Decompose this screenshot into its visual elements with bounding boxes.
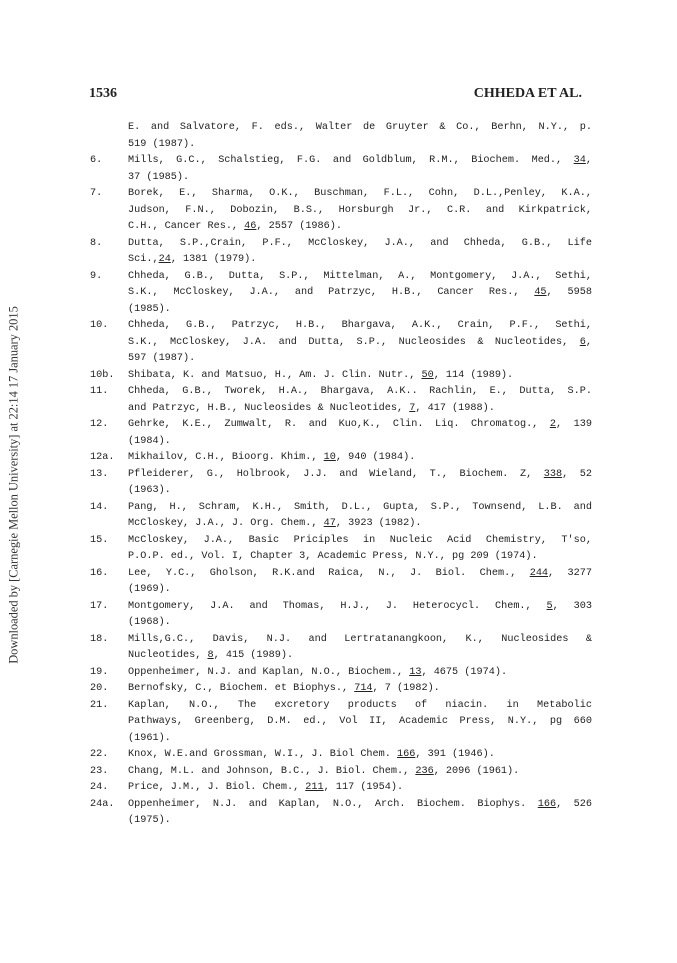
reference-fragment: Kaplan, N.O., The excretory products of niacin. in Metabolic <box>128 699 592 711</box>
reference-line <box>128 302 592 319</box>
reference-text <box>128 120 592 153</box>
reference-fragment: (1984). <box>128 435 171 447</box>
reference-fragment: C.H., Cancer Res., <box>128 221 245 232</box>
reference-text <box>128 318 592 368</box>
reference-item <box>90 450 592 467</box>
reference-text <box>128 384 592 417</box>
reference-item <box>90 417 592 450</box>
reference-line <box>128 318 592 335</box>
reference-volume: 2 <box>549 419 556 430</box>
reference-line <box>128 566 592 583</box>
reference-item <box>90 632 592 665</box>
reference-number: 16. <box>90 567 109 579</box>
reference-item <box>90 764 592 781</box>
reference-fragment: Oppenheimer, N.J. and Kaplan, N.O., Biochem., <box>128 666 410 678</box>
reference-text <box>128 780 592 797</box>
reference-fragment: , 3277 <box>548 567 592 579</box>
reference-fragment: , 139 <box>555 419 592 430</box>
reference-volume: 236 <box>415 765 434 777</box>
reference-number: 11. <box>90 386 109 397</box>
reference-item <box>90 153 592 186</box>
reference-volume: 10 <box>323 452 336 463</box>
reference-fragment: (1975). <box>128 815 171 826</box>
reference-item <box>90 797 592 830</box>
reference-line <box>128 203 592 220</box>
reference-text <box>128 450 592 467</box>
reference-fragment: Pang, H., Schram, K.H., Smith, D.L., Gupta, S.P., Townsend, L.B. and <box>128 501 592 513</box>
reference-fragment: Borek, E., Sharma, O.K., Buschman, F.L., Cohn, D.L.,Penley, K.A., <box>128 188 592 199</box>
reference-number: 8. <box>90 237 103 249</box>
reference-fragment: 519 (1987). <box>128 138 196 150</box>
reference-fragment: Gehrke, K.E., Zumwalt, R. and Kuo,K., Clin. Liq. Chromatog., <box>128 419 550 430</box>
reference-fragment: (1969). <box>128 584 171 595</box>
reference-fragment: , 2557 (1986). <box>256 221 342 232</box>
reference-text <box>128 665 592 682</box>
reference-fragment: (1985). <box>128 303 171 315</box>
reference-text <box>128 500 592 533</box>
reference-fragment: , 391 (1946). <box>415 749 495 760</box>
reference-fragment: Dutta, S.P.,Crain, P.F., McCloskey, J.A., and Chheda, G.B., Life <box>128 237 592 249</box>
reference-line <box>128 417 592 434</box>
reference-text <box>128 368 592 385</box>
reference-number: 24a. <box>90 798 115 810</box>
reference-fragment: , 5958 <box>546 287 592 298</box>
reference-text <box>128 797 592 830</box>
reference-number: 17. <box>90 600 109 612</box>
reference-fragment: Chang, M.L. and Johnson, B.C., J. Biol. Chem., <box>128 765 416 777</box>
reference-fragment: , 2096 (1961). <box>433 765 520 777</box>
reference-item <box>90 566 592 599</box>
reference-volume: 714 <box>354 683 373 694</box>
reference-line <box>128 351 592 368</box>
reference-item <box>90 599 592 632</box>
reference-fragment: 597 (1987). <box>128 353 196 364</box>
reference-text <box>128 599 592 632</box>
reference-item <box>90 384 592 417</box>
reference-line <box>128 549 592 566</box>
reference-line <box>128 516 592 533</box>
reference-line <box>128 681 592 698</box>
reference-text <box>128 681 592 698</box>
reference-number: 20. <box>90 683 109 694</box>
reference-fragment: Judson, F.N., Dobozin, B.S., Horsburgh Jr., C.R. and Kirkpatrick, <box>128 204 592 216</box>
running-head: CHHEDA ET AL. <box>473 86 582 101</box>
reference-fragment: , 117 (1954). <box>323 782 404 793</box>
reference-line <box>128 665 592 682</box>
reference-volume: 13 <box>409 666 422 678</box>
reference-line <box>128 285 592 302</box>
reference-item <box>90 533 592 566</box>
reference-fragment: (1963). <box>128 485 171 496</box>
reference-line <box>128 632 592 649</box>
reference-fragment: S.K., McCloskey, J.A., and Patrzyc, H.B., Cancer Res., <box>128 287 535 298</box>
reference-volume: 47 <box>323 518 336 529</box>
reference-line <box>128 599 592 616</box>
reference-fragment: Pfleiderer, G., Holbrook, J.J. and Wieland, T., Biochem. Z, <box>128 468 544 480</box>
reference-text <box>128 153 592 186</box>
reference-text <box>128 533 592 566</box>
reference-fragment: Chheda, G.B., Patrzyc, H.B., Bhargava, A.K., Crain, P.F., Sethi, <box>128 320 592 331</box>
reference-text <box>128 186 592 236</box>
reference-number: 9. <box>90 270 103 282</box>
reference-item <box>90 500 592 533</box>
reference-line <box>128 186 592 203</box>
reference-text <box>128 566 592 599</box>
reference-fragment: Montgomery, J.A. and Thomas, H.J., J. Heterocycl. Chem., <box>128 600 547 612</box>
reference-volume: 166 <box>537 798 557 810</box>
reference-volume: 34 <box>573 155 586 166</box>
reference-item <box>90 467 592 500</box>
reference-line <box>128 582 592 599</box>
reference-number: 13. <box>90 468 109 480</box>
reference-list <box>90 120 592 830</box>
reference-line <box>128 236 592 253</box>
reference-line <box>128 731 592 748</box>
reference-fragment: , <box>585 155 592 166</box>
page-number: 1536 <box>89 86 117 101</box>
reference-line <box>128 219 592 236</box>
reference-text <box>128 764 592 781</box>
reference-fragment: Mills,G.C., Davis, N.J. and Lertratanangkoon, K., Nucleosides & <box>128 633 592 645</box>
reference-fragment: Mills, G.C., Schalstieg, F.G. and Goldblum, R.M., Biochem. Med., <box>128 155 574 166</box>
reference-fragment: , <box>585 336 592 348</box>
reference-fragment: E. and Salvatore, F. eds., Walter de Gruyter & Co., Berhn, N.Y., p. <box>128 122 592 133</box>
reference-fragment: McCloskey, J.A., Basic Priciples in Nucleic Acid Chemistry, T'so, <box>128 534 592 546</box>
reference-number: 10b. <box>90 369 115 381</box>
reference-fragment: , 52 <box>562 468 592 480</box>
reference-fragment: , 417 (1988). <box>415 402 495 414</box>
reference-item <box>90 698 592 748</box>
reference-text <box>128 747 592 764</box>
reference-item <box>90 186 592 236</box>
reference-volume: 24 <box>158 254 171 265</box>
reference-text <box>128 467 592 500</box>
reference-line <box>128 483 592 500</box>
reference-line <box>128 137 592 154</box>
reference-number: 12. <box>90 419 109 430</box>
reference-line <box>128 764 592 781</box>
reference-number: 12a. <box>90 452 115 463</box>
reference-line <box>128 368 592 385</box>
reference-fragment: , 4675 (1974). <box>421 666 508 678</box>
reference-line <box>128 500 592 517</box>
download-watermark-text: Downloaded by [Carnegie Mellon University] at 22:14 17 January 2015 <box>6 305 21 664</box>
reference-line <box>128 813 592 830</box>
reference-line <box>128 252 592 269</box>
reference-line <box>128 434 592 451</box>
reference-item <box>90 780 592 797</box>
reference-fragment: Mikhailov, C.H., Bioorg. Khim., <box>128 452 324 463</box>
reference-item <box>90 318 592 368</box>
reference-line <box>128 698 592 715</box>
reference-item <box>90 368 592 385</box>
reference-fragment: Nucleotides, <box>128 650 208 661</box>
reference-number: 22. <box>90 749 109 760</box>
reference-line <box>128 615 592 632</box>
reference-fragment: Chheda, G.B., Tworek, H.A., Bhargava, A.K.. Rachlin, E., Dutta, S.P. <box>128 386 592 397</box>
reference-fragment: Bernofsky, C., Biochem. et Biophys., <box>128 683 355 694</box>
reference-fragment: Price, J.M., J. Biol. Chem., <box>128 782 306 793</box>
reference-fragment: , 1381 (1979). <box>170 254 257 265</box>
reference-line <box>128 269 592 286</box>
reference-volume: 166 <box>397 749 416 760</box>
reference-fragment: Shibata, K. and Matsuo, H., Am. J. Clin. Nutr., <box>128 369 422 381</box>
reference-fragment: , 303 <box>552 600 592 612</box>
reference-fragment: , 3923 (1982). <box>335 518 422 529</box>
download-watermark <box>4 292 24 677</box>
reference-fragment: McCloskey, J.A., J. Org. Chem., <box>128 518 324 529</box>
reference-line <box>128 384 592 401</box>
reference-line <box>128 797 592 814</box>
reference-fragment: , 415 (1989). <box>213 650 294 661</box>
reference-volume: 6 <box>579 336 586 348</box>
reference-item <box>90 681 592 698</box>
reference-number: 23. <box>90 765 109 777</box>
reference-number: 21. <box>90 699 109 711</box>
reference-number: 19. <box>90 666 109 678</box>
reference-line <box>128 401 592 418</box>
reference-item <box>90 747 592 764</box>
reference-text <box>128 417 592 450</box>
reference-line <box>128 153 592 170</box>
reference-fragment: Pathways, Greenberg, D.M. ed., Vol II, Academic Press, N.Y., pg 660 <box>128 716 592 727</box>
reference-text <box>128 269 592 319</box>
reference-fragment: S.K., McCloskey, J.A. and Dutta, S.P., Nucleosides & Nucleotides, <box>128 336 580 348</box>
reference-volume: 46 <box>244 221 257 232</box>
reference-number: 15. <box>90 534 109 546</box>
reference-line <box>128 467 592 484</box>
reference-volume: 5 <box>546 600 553 612</box>
reference-number: 24. <box>90 782 109 793</box>
reference-line <box>128 714 592 731</box>
reference-volume: 211 <box>305 782 324 793</box>
reference-text <box>128 632 592 665</box>
reference-volume: 338 <box>543 468 563 480</box>
reference-item <box>90 120 592 153</box>
reference-item <box>90 665 592 682</box>
reference-number: 6. <box>90 155 103 166</box>
reference-number: 14. <box>90 501 109 513</box>
reference-fragment: Sci., <box>128 254 159 265</box>
reference-volume: 244 <box>529 567 549 579</box>
reference-item <box>90 269 592 319</box>
reference-line <box>128 170 592 187</box>
reference-fragment: (1968). <box>128 617 171 628</box>
reference-number: 10. <box>90 320 109 331</box>
reference-number: 18. <box>90 633 109 645</box>
reference-fragment: Lee, Y.C., Gholson, R.K.and Raica, N., J. Biol. Chem., <box>128 567 530 579</box>
reference-line <box>128 747 592 764</box>
reference-fragment: Chheda, G.B., Dutta, S.P., Mittelman, A., Montgomery, J.A., Sethi, <box>128 270 592 282</box>
reference-fragment: 37 (1985). <box>128 171 190 183</box>
reference-fragment: , 940 (1984). <box>335 452 416 463</box>
reference-fragment: and Patrzyc, H.B., Nucleosides & Nucleotides, <box>128 402 410 414</box>
reference-number: 7. <box>90 188 103 199</box>
reference-text <box>128 698 592 748</box>
reference-volume: 8 <box>207 650 214 661</box>
reference-fragment: Knox, W.E.and Grossman, W.I., J. Biol Chem. <box>128 749 397 760</box>
reference-fragment: (1961). <box>128 732 171 744</box>
reference-line <box>128 648 592 665</box>
reference-line <box>128 533 592 550</box>
reference-item <box>90 236 592 269</box>
reference-volume: 45 <box>534 287 547 298</box>
reference-fragment: , 7 (1982). <box>372 683 440 694</box>
reference-text <box>128 236 592 269</box>
reference-volume: 7 <box>409 402 416 414</box>
reference-fragment: , 114 (1989). <box>433 369 514 381</box>
reference-fragment: , 526 <box>556 798 592 810</box>
reference-line <box>128 335 592 352</box>
reference-volume: 50 <box>421 369 434 381</box>
reference-line <box>128 120 592 137</box>
reference-line <box>128 450 592 467</box>
reference-line <box>128 780 592 797</box>
reference-fragment: Oppenheimer, N.J. and Kaplan, N.O., Arch. Biochem. Biophys. <box>128 798 538 810</box>
reference-fragment: P.O.P. ed., Vol. I, Chapter 3, Academic Press, N.Y., pg 209 (1974). <box>128 551 538 562</box>
